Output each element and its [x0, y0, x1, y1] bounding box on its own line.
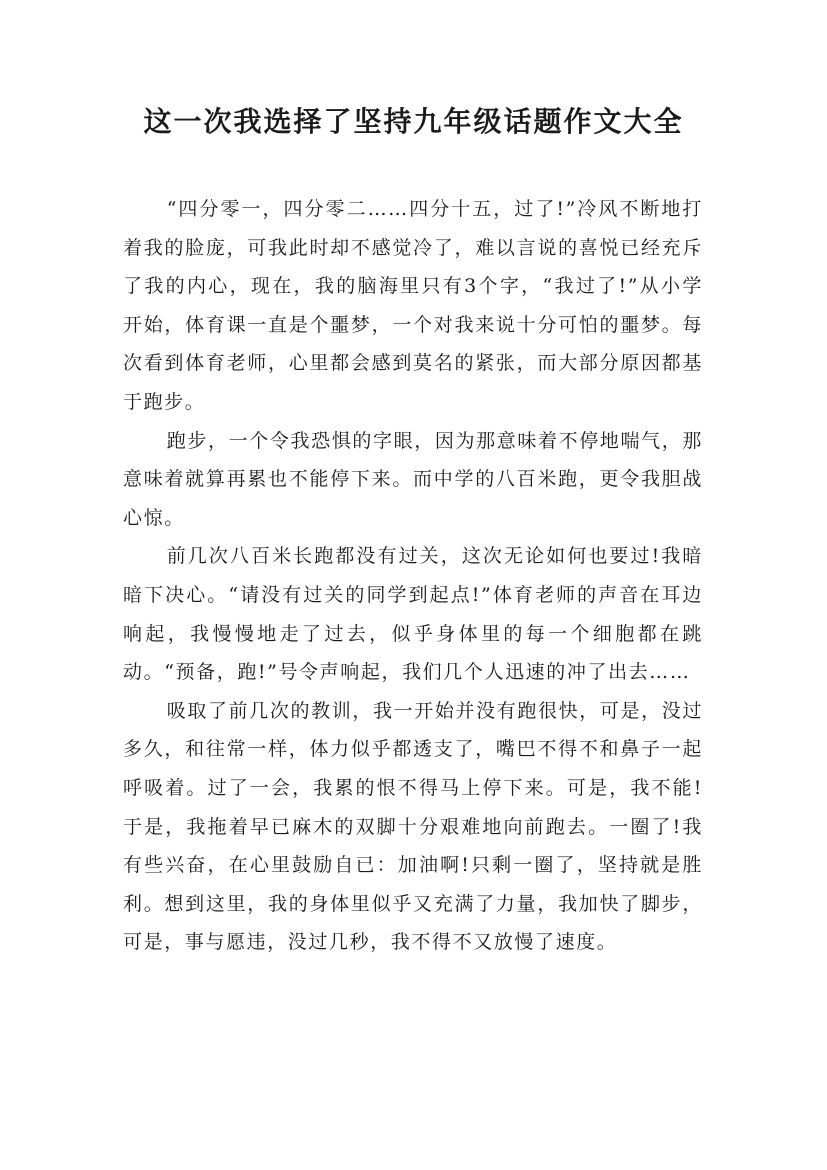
document-title: 这一次我选择了坚持九年级话题作文大全: [143, 105, 684, 138]
paragraph-3: 前几次八百米长跑都没有过关，这次无论如何也要过!我暗暗下决心。“请没有过关的同学到起点!”体育老师的声音在耳边响起，我慢慢地走了过去，似乎身体里的每一个细胞都在跳动。“预备，跑!”号令声响起，我们几个人迅速的冲了出去……: [123, 545, 703, 684]
paragraph-2: 跑步，一个令我恐惧的字眼，因为那意味着不停地喘气，那意味着就算再累也不能停下来。而中学的八百米跑，更令我胆战心惊。: [123, 429, 703, 529]
paragraph-1: “四分零一，四分零二……四分十五，过了!”冷风不断地打着我的脸庞，可我此时却不感觉冷了，难以言说的喜悦已经充斥了我的内心，现在，我的脑海里只有3个字，“我过了!”从小学开始，体育课一直是个噩梦，一个对我来说十分可怕的噩梦。每次看到体育老师，心里都会感到莫名的紧张，而大部分原因都基于跑步。: [123, 198, 703, 413]
paragraph-4: 吸取了前几次的教训，我一开始并没有跑很快，可是，没过多久，和往常一样，体力似乎都透支了，嘴巴不得不和鼻子一起呼吸着。过了一会，我累的恨不得马上停下来。可是，我不能!于是，我拖着早已麻木的双脚十分艰难地向前跑去。一圈了!我有些兴奋，在心里鼓励自已：加油啊!只剩一圈了，坚持就是胜利。想到这里，我的身体里似乎又充满了力量，我加快了脚步，可是，事与愿违，没过几秒，我不得不又放慢了速度。: [123, 699, 703, 954]
document-body: [123, 190, 703, 962]
